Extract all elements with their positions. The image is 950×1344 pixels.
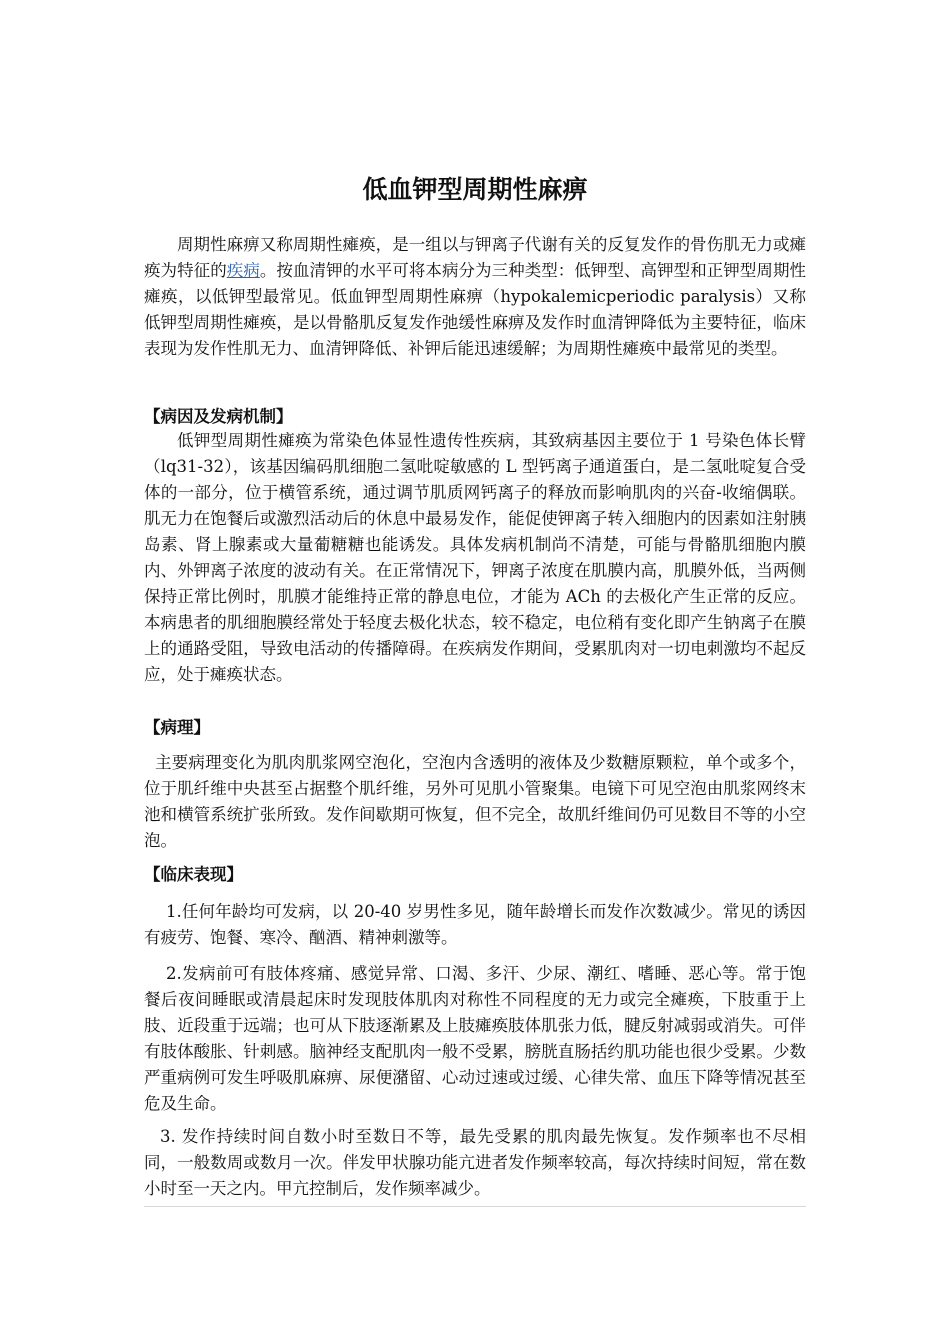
intro-paragraph xyxy=(144,232,806,362)
bottom-divider xyxy=(144,1206,806,1207)
clinical-item-3: 3. 发作持续时间自数小时至数日不等，最先受累的肌肉最先恢复。发作频率也不尽相同，一般数周或数月一次。伴发甲状腺功能亢进者发作频率较高，每次持续时间短，常在数小时至一天之内。甲亢控制后，发作频率减少。 xyxy=(144,1127,806,1198)
clinical-item-2: 2.发病前可有肢体疼痛、感觉异常、口渴、多汗、少尿、潮红、嗜睡、恶心等。常于饱餐后夜间睡眠或清晨起床时发现肢体肌肉对称性不同程度的无力或完全瘫痪，下肢重于上肢、近段重于远端；也可从下肢逐渐累及上肢瘫痪肢体肌张力低，腱反射减弱或消失。可伴有肢体酸胀、针刺感。脑神经支配肌肉一般不受累，膀胱直肠括约肌功能也很少受累。少数严重病例可发生呼吸肌麻痹、尿便潴留、心动过速或过缓、心律失常、血压下降等情况甚至危及生命。 xyxy=(144,964,806,1113)
clinical-heading: 【临床表现】 xyxy=(144,865,243,884)
intro-text-before-link: 周期性麻痹又称周期性瘫痪，是一组以与钾离子代谢有关的反复发作的骨伤肌无力或瘫痪为特征的 xyxy=(144,235,806,280)
intro-text-after-link: 。按血清钾的水平可将本病分为三种类型：低钾型、高钾型和正钾型周期性瘫痪，以低钾型最常见。低血钾型周期性麻痹（hypokalemicperiodic paralysis）又称低钾型周期性瘫痪，是以骨骼肌反复发作弛缓性麻痹及发作时血清钾降低为主要特征，临床表现为发作性肌无力、血清钾降低、补钾后能迅速缓解；为周期性瘫痪中最常见的类型。 xyxy=(144,261,807,358)
disease-link[interactable]: 疾病 xyxy=(226,261,260,280)
etiology-paragraph: 低钾型周期性瘫痪为常染色体显性遗传性疾病，其致病基因主要位于 1 号染色体长臂（lq31-32），该基因编码肌细胞二氢吡啶敏感的 L 型钙离子通道蛋白，是二氢吡啶复合受体的一部分，位于横管系统，通过调节肌质网钙离子的释放而影响肌肉的兴奋-收缩偶联。肌无力在饱餐后或激烈活动后的休息中最易发作，能促使钾离子转入细胞内的因素如注射胰岛素、肾上腺素或大量葡糖糖也能诱发。具体发病机制尚不清楚，可能与骨骼肌细胞内膜内、外钾离子浓度的波动有关。在正常情况下，钾离子浓度在肌膜内高，肌膜外低，当两侧保持正常比例时，肌膜才能维持正常的静息电位，才能为 ACh 的去极化产生正常的反应。本病患者的肌细胞膜经常处于轻度去极化状态，较不稳定，电位稍有变化即产生钠离子在膜上的通路受阻，导致电活动的传播障碍。在疾病发作期间，受累肌肉对一切电刺激均不起反应，处于瘫痪状态。 xyxy=(144,431,806,684)
pathology-paragraph: 主要病理变化为肌肉肌浆网空泡化，空泡内含透明的液体及少数糖原颗粒，单个或多个，位于肌纤维中央甚至占据整个肌纤维，另外可见肌小管聚集。电镜下可见空泡由肌浆网终末池和横管系统扩张所致。发作间歇期可恢复，但不完全，故肌纤维间仍可见数目不等的小空泡。 xyxy=(144,753,806,850)
pathology-heading: 【病理】 xyxy=(144,718,210,737)
page-title: 低血钾型周期性麻痹 xyxy=(362,175,588,204)
clinical-item-1: 1.任何年龄均可发病，以 20-40 岁男性多见，随年龄增长而发作次数减少。常见的诱因有疲劳、饱餐、寒冷、酗酒、精神刺激等。 xyxy=(144,902,806,947)
etiology-heading: 【病因及发病机制】 xyxy=(144,407,293,426)
